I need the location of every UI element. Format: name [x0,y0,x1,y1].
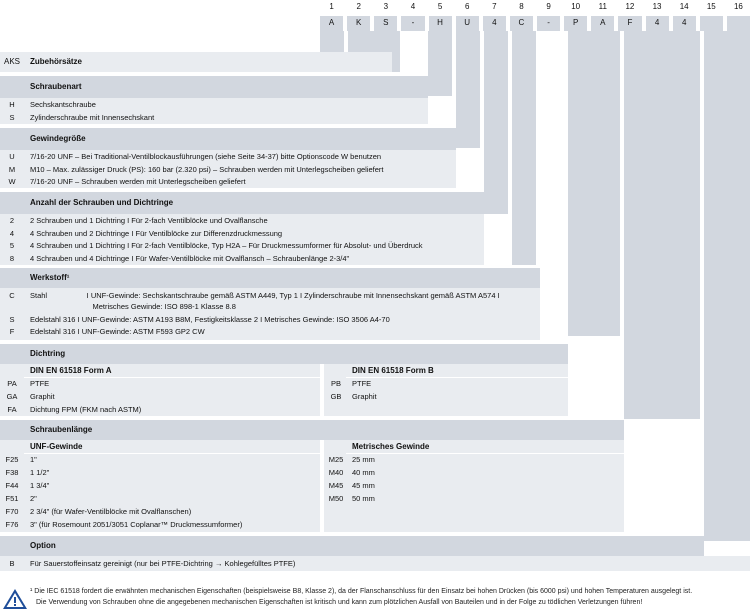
column-bar [568,31,620,336]
position-number: 2 [356,2,361,11]
position-code-row [320,16,750,31]
warning-icon [2,588,28,610]
section-title: Dichtring [30,349,66,358]
thread-size-header [0,128,456,150]
option-text: 2" [30,494,37,503]
option-code: F [9,327,15,336]
option-text: 50 mm [352,494,375,503]
option-code: M50 [328,494,344,503]
screw-type-body [0,98,428,124]
length-body [0,440,624,532]
option-code: 8 [9,253,15,263]
position-code: C [510,16,533,31]
option-text: PTFE [352,379,372,388]
option-code: F38 [5,468,19,477]
position-number: 11 [598,2,607,11]
position-code: - [401,16,424,31]
seal-body [0,364,568,416]
option-text: Metrisches Gewinde: ISO 898-1 Klasse 8.8 [30,302,236,311]
count-body [0,214,484,265]
option-code: B [9,559,15,568]
material-header [0,268,540,288]
option-code: GB [330,392,342,401]
seal-header [0,344,568,364]
material-body [0,288,540,340]
position-code: U [456,16,479,31]
screw-type-header [0,76,428,98]
option-code: M40 [328,468,344,477]
thread-size-body [0,150,456,188]
position-number: 14 [679,2,689,11]
option-text: Graphit [30,392,55,401]
position-code: 4 [646,16,669,31]
option-code: PB [330,379,341,388]
section-title: Gewindegröße [30,134,86,143]
position-number: 7 [492,2,497,11]
option-text: 7/16-20 UNF – Bei Traditional-Ventilblockausführungen (siehe Seite 34-37) bitte Optionscode W benutzen [30,152,382,161]
option-text: Zylinderschraube mit Innensechskant [30,113,155,122]
position-code: K [347,16,370,31]
position-code: 4 [483,16,506,31]
option-text: 2 Schrauben und 1 Dichtring I Für 2-fach Ventilblöcke und Ovalflansche [30,216,268,225]
option-code: W [8,177,16,186]
option-text: 1" [30,455,37,464]
position-number: 9 [546,2,551,11]
position-code [727,16,750,31]
subsection-title: Metrisches Gewinde [352,442,430,451]
option-code: M [8,164,16,174]
column-bar [456,31,480,148]
option-code: F51 [5,494,19,503]
position-code: F [618,16,641,31]
option-text: Graphit [352,392,377,401]
option-text: Edelstahl 316 I UNF-Gewinde: ASTM A193 B8M, Festigkeitsklasse 2 I Metrisches Gewinde: ISO 3506 A4-70 [30,315,390,324]
option-text: 3" (für Rosemount 2051/3051 Coplanar™ Druckmessumformer) [30,520,243,529]
option-code: GA [6,392,18,401]
option-code: 4 [9,228,15,238]
subsection-title: DIN EN 61518 Form A [30,366,112,375]
option-text: 25 mm [352,455,375,464]
option-code: S [9,315,15,324]
option-text: Dichtung FPM (FKM nach ASTM) [30,405,142,414]
footnote-line: ¹ Die IEC 61518 fordert die erwähnten mechanischen Eigenschaften (beispielsweise B8, Klasse 2), da der Flanschanschluss für den Einsatz bei hohen Drücken (bis 6000 psi) und hohen Temperaturen ausgelegt ist. [30,588,693,595]
position-number: 3 [383,2,389,11]
column-bar [704,31,750,541]
option-code: M45 [328,481,344,490]
section-title: Option [30,541,56,550]
option-text: Edelstahl 316 I UNF-Gewinde: ASTM F593 GP2 CW [30,327,205,336]
option-code: S [9,113,15,122]
option-header [0,536,704,556]
position-code: P [564,16,587,31]
option-code: F76 [5,520,19,529]
position-number: 10 [571,2,581,11]
option-text: 4 Schrauben und 1 Dichtring I Für 2-fach Ventilblöcke, Typ H2A – Für Druckmessumformer für Absolut- und Überdruck [30,241,423,250]
position-number: 4 [410,2,416,11]
option-text: Sechskantschraube [30,100,96,109]
option-code: 2 [9,216,15,225]
option-text: 1 1/2" [30,468,50,477]
divider [24,453,320,454]
option-code: F44 [5,481,19,490]
subsection-title: UNF-Gewinde [30,442,83,451]
divider [346,453,624,454]
option-text: PTFE [30,379,50,388]
option-code: 5 [9,241,15,250]
section-title: Schraubenlänge [30,425,93,434]
section-title: Anzahl der Schrauben und Dichtringe [30,198,174,207]
option-body [0,556,750,571]
position-number: 1 [329,2,334,11]
option-text: Für Sauerstoffeinsatz gereinigt (nur bei PTFE-Dichtring → Kohlegefülltes PTFE) [30,559,296,568]
option-text: 40 mm [352,468,375,477]
option-code: C [9,291,15,300]
footnote-line: Die Verwendung von Schrauben ohne die angegebenen mechanischen Eigenschaften ist kritisch und kann zum plötzlichen Ausfall von Bauteilen und in der Folge zu tödlichen Verletzungen führen! [36,599,643,606]
option-text: 2 3/4" (für Wafer-Ventilblöcke mit Ovalflanschen) [30,507,192,516]
position-number: 12 [625,2,635,11]
position-code [700,16,723,31]
accessories-code: AKS [3,57,20,66]
length-header [0,420,624,440]
option-code: U [9,152,15,161]
option-code: M25 [328,455,344,464]
list-item [0,111,428,124]
position-code: A [320,16,343,31]
position-number: 13 [652,2,662,11]
section-title: Schraubenart [30,82,82,91]
column-bar [428,31,452,96]
position-number: 8 [519,2,524,11]
column-bar [624,31,700,419]
count-header [0,192,484,214]
divider [346,377,568,378]
section-title: Werkstoff¹ [30,273,70,282]
option-text: Stahl I UNF-Gewinde: Sechskantschraube gemäß ASTM A449, Typ 1 I Zylinderschraube mit Innensechskant gemäß ASTM A574 I [30,291,500,300]
option-code: PA [7,379,17,388]
position-number-row [320,0,750,14]
position-number: 6 [464,2,470,11]
option-text: 7/16-20 UNF – Schrauben werden mit Unterlegscheiben geliefert [30,177,246,186]
position-code: - [537,16,560,31]
column-bar [512,31,536,265]
position-code: H [429,16,452,31]
option-text: M10 – Max. zulässiger Druck (PS): 160 bar (2.320 psi) – Schrauben werden mit Unterlegscheiben geliefert [30,164,384,174]
list-item [0,98,428,111]
option-text: 1 3/4" [30,481,50,490]
divider [24,377,320,378]
option-text: 45 mm [352,481,375,490]
option-code: FA [7,405,17,414]
accessories-title: Zubehörsätze [30,57,83,66]
option-code: F25 [5,455,19,464]
accessories-row [0,52,392,72]
position-number: 16 [733,2,743,11]
position-code: S [374,16,397,31]
option-text: 4 Schrauben und 2 Dichtringe I Für Ventilblöcke zur Differenzdruckmessung [30,228,283,238]
option-code: H [9,100,15,109]
position-number: 5 [437,2,443,11]
subsection-title: DIN EN 61518 Form B [352,366,434,375]
position-code: 4 [673,16,696,31]
option-code: F70 [5,507,19,516]
position-code: A [591,16,614,31]
column-bar [484,31,508,214]
option-text: 4 Schrauben und 4 Dichtringe I Für Wafer-Ventilblöcke mit Ovalflansch – Schraubenlänge 2-3/4" [30,253,350,263]
position-number: 15 [706,2,716,11]
